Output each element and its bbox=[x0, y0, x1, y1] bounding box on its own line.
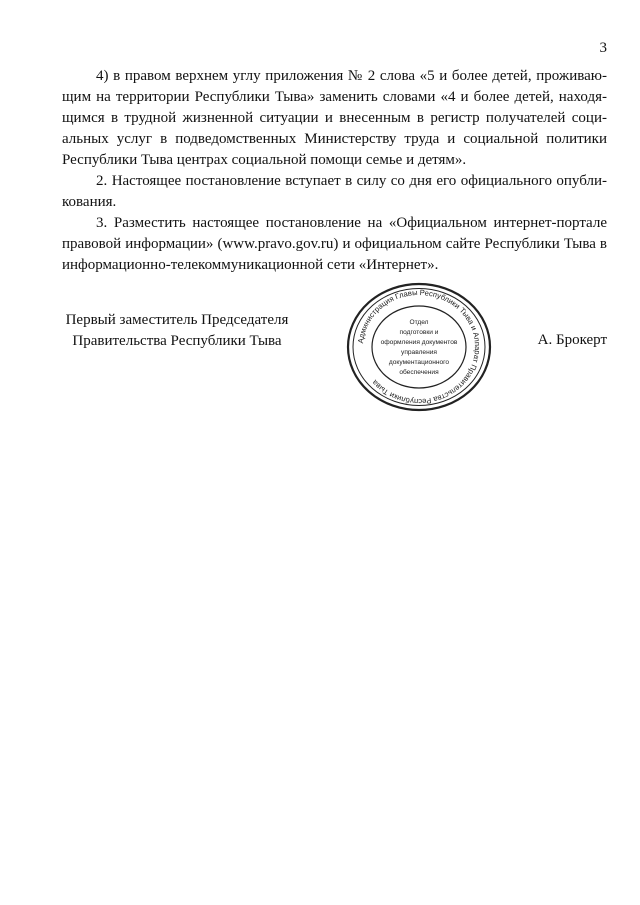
seal-graphic bbox=[344, 282, 494, 412]
seal-center-line-4: управления bbox=[401, 349, 437, 356]
seal-outer-ring bbox=[348, 284, 490, 410]
seal-ring-text-path: Администрация Главы Республики Тыва и Аппарат Правительства Республики Тыва bbox=[356, 287, 483, 407]
seal-center-line-6: обеспечения bbox=[399, 369, 439, 376]
paragraph-amendment-4: 4) в правом верхнем углу приложения № 2 слова «5 и более детей, проживающим на территории Республики Тыва» заменить словами «4 и более детей, находящимся в трудной жизненной ситуации и внесенным в регистр получателей социальных услуг в подведомственных Министерству труда и социальной политики Республики Тыва центрах социальной помощи семье и детям». bbox=[62, 68, 607, 168]
signatory-position-line-1: Первый заместитель Председателя bbox=[65, 312, 289, 328]
seal-center-line-3: оформления документов bbox=[380, 339, 458, 346]
seal-center-line-5: документационного bbox=[388, 359, 450, 366]
seal-center-line-2: подготовки и bbox=[399, 329, 439, 336]
official-seal bbox=[344, 282, 494, 412]
paragraph-publication: 3. Разместить настоящее постановление на «Официальном интернет-портале правовой информации» (www.pravo.gov.ru) и официальном сайте Республики Тыва в информационно-телекоммуникационной сети «Интернет». bbox=[62, 215, 607, 273]
signatory-position-line-2: Правительства Республики Тыва bbox=[72, 333, 282, 349]
seal-center-line-1: Отдел bbox=[409, 319, 429, 326]
page-number: 3 bbox=[599, 40, 607, 56]
signatory-position bbox=[62, 310, 292, 352]
signatory-name: А. Брокерт bbox=[537, 332, 607, 348]
paragraph-effective-date: 2. Настоящее постановление вступает в силу со дня его официального опубликования. bbox=[62, 173, 607, 210]
document-body bbox=[62, 66, 607, 276]
